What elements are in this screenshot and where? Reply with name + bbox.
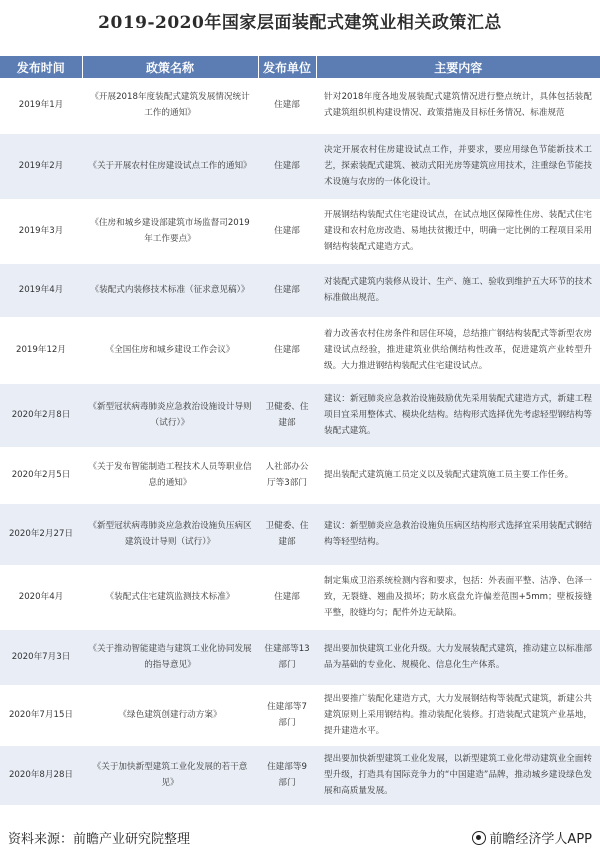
cell-date: 2020年2月8日 bbox=[0, 383, 82, 447]
cell-date: 2020年8月28日 bbox=[0, 745, 82, 805]
cell-content: 提出要加快新型建筑工业化发展，以新型建筑工业化带动建筑业全面转型升级，打造具有国际竞争力的“中国建造”品牌，推动城乡建设绿色发展和高质量发展。 bbox=[316, 745, 600, 805]
table-row bbox=[0, 133, 600, 199]
table-row bbox=[0, 565, 600, 629]
cell-content: 着力改善农村住房条件和居住环境，总结推广钢结构装配式等新型农房建设试点经验，推进建筑业供给侧结构性改革，促进建筑产业转型升级。大力推进钢结构装配式住宅建设试点。 bbox=[316, 317, 600, 383]
cell-issuer: 住建部等9部门 bbox=[258, 745, 316, 805]
table-row bbox=[0, 447, 600, 503]
cell-policy-name: 《关于推动智能建造与建筑工业化协同发展的指导意见》 bbox=[82, 629, 258, 685]
cell-policy-name: 《新型冠状病毒肺炎应急救治设施负压病区建筑设计导则（试行）》 bbox=[82, 503, 258, 565]
cell-date: 2020年2月27日 bbox=[0, 503, 82, 565]
policy-table bbox=[0, 56, 600, 806]
weibo-icon bbox=[472, 831, 486, 845]
table-row bbox=[0, 383, 600, 447]
table-row bbox=[0, 685, 600, 745]
cell-policy-name: 《开展2018年度装配式建筑发展情况统计工作的通知》 bbox=[82, 78, 258, 133]
cell-policy-name: 《全国住房和城乡建设工作会议》 bbox=[82, 317, 258, 383]
cell-content: 对装配式建筑内装修从设计、生产、施工、验收到维护五大环节的技术标准做出规范。 bbox=[316, 263, 600, 317]
cell-policy-name: 《关于发布智能制造工程技术人员等职业信息的通知》 bbox=[82, 447, 258, 503]
cell-date: 2019年3月 bbox=[0, 199, 82, 263]
cell-issuer: 卫健委、住建部 bbox=[258, 383, 316, 447]
table-row bbox=[0, 503, 600, 565]
cell-issuer: 卫健委、住建部 bbox=[258, 503, 316, 565]
cell-content: 制定集成卫浴系统检测内容和要求，包括：外表面平整、洁净、色泽一致，无裂缝、翘曲及损坏；防水底盘允许偏差范围+5mm；壁板接缝平整，胶缝均匀；配件外边无缺陷。 bbox=[316, 565, 600, 629]
header-issuer: 发布单位 bbox=[258, 56, 316, 78]
table-row bbox=[0, 317, 600, 383]
header-date: 发布时间 bbox=[0, 56, 82, 78]
cell-issuer: 住建部 bbox=[258, 199, 316, 263]
cell-issuer: 住建部 bbox=[258, 78, 316, 133]
cell-content: 提出要推广装配化建造方式，大力发展钢结构等装配式建筑，新建公共建筑原则上采用钢结构。推动装配化装修。打造装配式建筑产业基地，提升建造水平。 bbox=[316, 685, 600, 745]
table-row bbox=[0, 745, 600, 805]
cell-policy-name: 《关于加快新型建筑工业化发展的若干意见》 bbox=[82, 745, 258, 805]
cell-issuer: 住建部等7部门 bbox=[258, 685, 316, 745]
cell-date: 2019年12月 bbox=[0, 317, 82, 383]
cell-content: 针对2018年度各地发展装配式建筑情况进行整点统计，具体包括装配式建筑组织机构建设情况、政策措施及目标任务情况、标准规范 bbox=[316, 78, 600, 133]
page-title: 2019-2020年国家层面装配式建筑业相关政策汇总 bbox=[98, 13, 502, 33]
cell-issuer: 住建部 bbox=[258, 133, 316, 199]
cell-policy-name: 《新型冠状病毒肺炎应急救治设施设计导则（试行）》 bbox=[82, 383, 258, 447]
cell-date: 2020年7月3日 bbox=[0, 629, 82, 685]
cell-date: 2020年4月 bbox=[0, 565, 82, 629]
cell-date: 2020年7月15日 bbox=[0, 685, 82, 745]
cell-content: 提出要加快建筑工业化升级。大力发展装配式建筑，推动建立以标准部品为基础的专业化、规模化、信息化生产体系。 bbox=[316, 629, 600, 685]
cell-policy-name: 《装配式内装修技术标准（征求意见稿）》 bbox=[82, 263, 258, 317]
cell-issuer: 住建部 bbox=[258, 565, 316, 629]
header-policy-name: 政策名称 bbox=[82, 56, 258, 78]
brand-credit bbox=[472, 828, 592, 847]
header-content: 主要内容 bbox=[316, 56, 600, 78]
table-row bbox=[0, 263, 600, 317]
table-header-row bbox=[0, 56, 600, 78]
cell-content: 决定开展农村住房建设试点工作，并要求，要应用绿色节能新技术工艺，探索装配式建筑、被动式阳光房等建筑应用技术，注重绿色节能技术设施与农房的一体化设计。 bbox=[316, 133, 600, 199]
cell-date: 2020年2月5日 bbox=[0, 447, 82, 503]
cell-date: 2019年1月 bbox=[0, 78, 82, 133]
source-note: 资料来源：前瞻产业研究院整理 bbox=[8, 832, 191, 847]
cell-content: 开展钢结构装配式住宅建设试点，在试点地区保障性住房、装配式住宅建设和农村危房改造、易地扶贫搬迁中，明确一定比例的工程项目采用钢结构装配式建造方式。 bbox=[316, 199, 600, 263]
cell-date: 2019年2月 bbox=[0, 133, 82, 199]
cell-content: 建议：新冠肺炎应急救治设施鼓励优先采用装配式建造方式，新建工程项目宜采用整体式、模块化结构。结构形式选择优先考虑轻型钢结构等装配式建筑。 bbox=[316, 383, 600, 447]
table-row bbox=[0, 78, 600, 133]
cell-date: 2019年4月 bbox=[0, 263, 82, 317]
cell-issuer: 住建部 bbox=[258, 317, 316, 383]
cell-policy-name: 《住房和城乡建设部建筑市场监督司2019年工作要点》 bbox=[82, 199, 258, 263]
table-row bbox=[0, 199, 600, 263]
table-row bbox=[0, 629, 600, 685]
cell-policy-name: 《绿色建筑创建行动方案》 bbox=[82, 685, 258, 745]
cell-content: 建议：新型肺炎应急救治设施负压病区结构形式选择宜采用装配式钢结构等轻型结构。 bbox=[316, 503, 600, 565]
cell-content: 提出装配式建筑施工员定义以及装配式建筑施工员主要工作任务。 bbox=[316, 447, 600, 503]
cell-issuer: 人社部办公厅等3部门 bbox=[258, 447, 316, 503]
cell-policy-name: 《装配式住宅建筑监测技术标准》 bbox=[82, 565, 258, 629]
brand-label: 前瞻经济学人APP bbox=[489, 832, 592, 847]
cell-issuer: 住建部 bbox=[258, 263, 316, 317]
cell-policy-name: 《关于开展农村住房建设试点工作的通知》 bbox=[82, 133, 258, 199]
cell-issuer: 住建部等13部门 bbox=[258, 629, 316, 685]
